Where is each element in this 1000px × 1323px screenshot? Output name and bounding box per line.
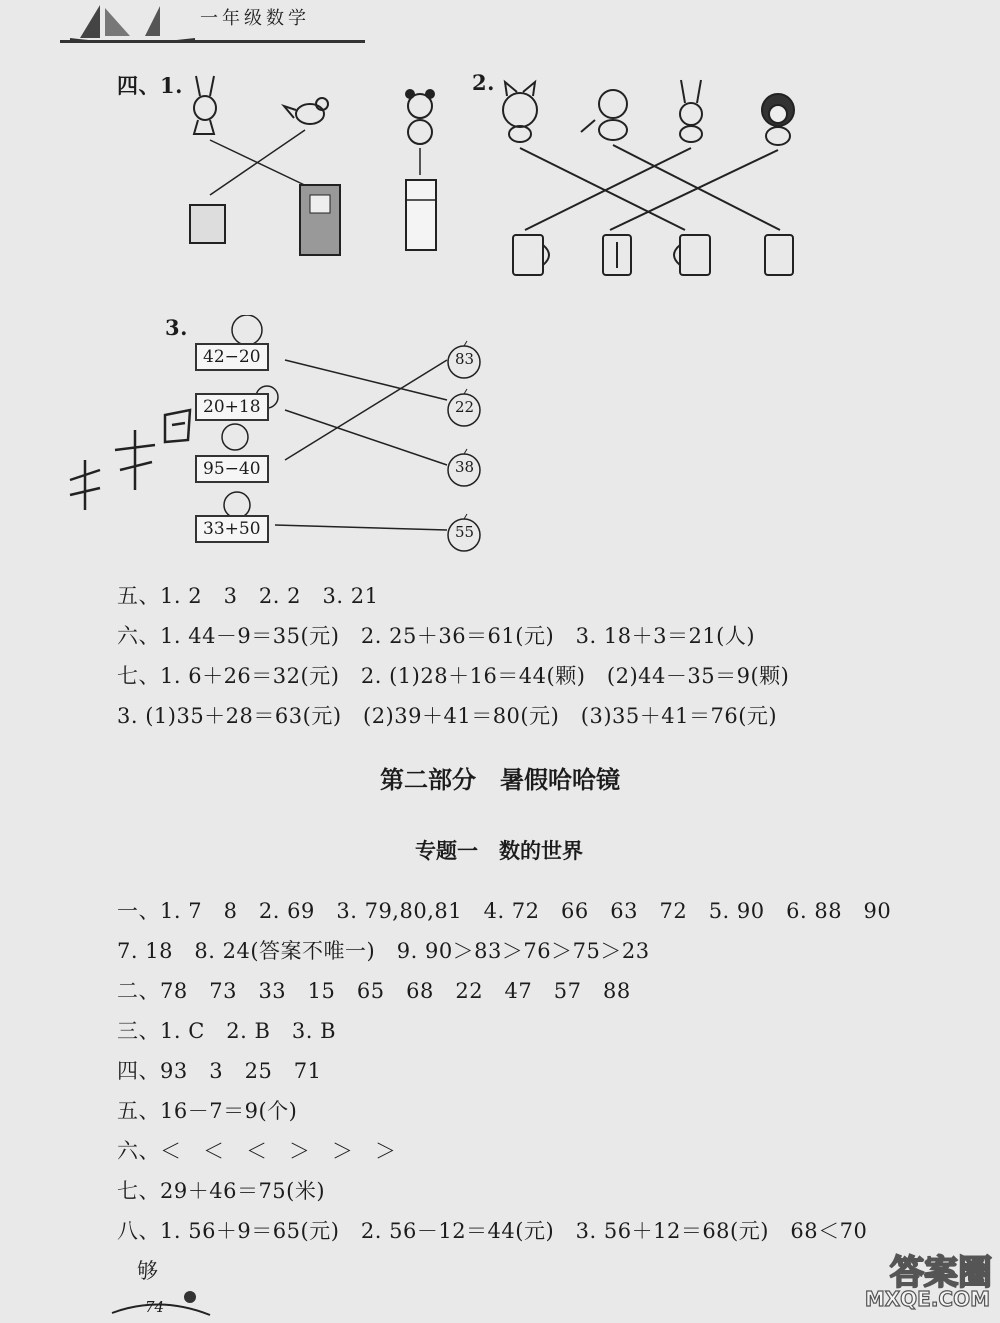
apple-number: 83 xyxy=(455,350,475,368)
watermark-bottom: MXQE.COM xyxy=(864,1287,990,1311)
monkey-icon xyxy=(762,94,794,145)
answer-line: 二、78 73 33 15 65 68 22 47 57 88 xyxy=(117,979,631,1003)
panda-icon xyxy=(406,90,434,144)
expression-card: 33+50 xyxy=(195,515,269,543)
answer-line: 三、1. C 2. B 3. B xyxy=(117,1019,337,1043)
header-rule xyxy=(60,40,365,43)
answer-line: 六、1. 44－9＝35(元) 2. 25＋36＝61(元) 3. 18＋3＝21(人) xyxy=(117,624,756,648)
answer-line: 八、1. 56＋9＝65(元) 2. 56－12＝44(元) 3. 56＋12＝68(元) 68＜70 xyxy=(117,1219,868,1243)
answer-line: 六、＜ ＜ ＜ ＞ ＞ ＞ xyxy=(117,1139,397,1163)
small-box-icon xyxy=(190,205,225,243)
q4-1-label: 四、1. xyxy=(117,73,183,98)
expression-card: 95−40 xyxy=(195,455,269,483)
watermark-logo xyxy=(832,1245,992,1315)
q4-2-label: 2. xyxy=(472,70,495,95)
apple-number: 22 xyxy=(455,398,475,416)
matching-figure-1 xyxy=(180,70,470,265)
page-number: 74 xyxy=(145,1298,165,1316)
bird-icon xyxy=(284,98,328,124)
answer-line: 四、93 3 25 71 xyxy=(117,1059,322,1083)
sailboat-icon xyxy=(60,0,200,45)
topic-title: 专题一 数的世界 xyxy=(415,838,583,863)
cup-icon xyxy=(674,235,710,275)
answer-line: 3. (1)35＋28＝63(元) (2)39＋41＝80(元) (3)35＋41＝76(元) xyxy=(117,704,778,728)
bunny-icon xyxy=(680,80,702,142)
cat-icon xyxy=(503,82,537,142)
q4-3-label: 3. xyxy=(165,315,188,340)
matching-figure-2 xyxy=(495,70,815,290)
fridge-icon xyxy=(406,180,436,250)
answer-line: 七、29＋46＝75(米) xyxy=(117,1179,326,1203)
watermark-top: 答案圈 xyxy=(890,1253,992,1293)
expression-card: 20+18 xyxy=(195,393,269,421)
answer-line: 五、1. 2 3 2. 2 3. 21 xyxy=(117,584,379,608)
footer-ornament xyxy=(110,1285,220,1323)
cup-icon xyxy=(603,235,631,275)
cup-icon xyxy=(513,235,549,275)
header-title: 一年级数学 xyxy=(200,8,310,29)
answer-line: 七、1. 6＋26＝32(元) 2. (1)28＋16＝44(颗) (2)44－35＝9(颗) xyxy=(117,664,790,688)
answer-line: 7. 18 8. 24(答案不唯一) 9. 90＞83＞76＞75＞23 xyxy=(117,939,650,963)
rabbit-icon xyxy=(194,76,216,134)
answer-line: 五、16－7＝9(个) xyxy=(117,1099,298,1123)
answer-line: 够 xyxy=(137,1259,159,1283)
expression-card: 42−20 xyxy=(195,343,269,371)
handwriting-scribble xyxy=(60,400,200,520)
cup-icon xyxy=(765,235,793,275)
apple-number: 55 xyxy=(455,523,475,541)
answer-line: 一、1. 7 8 2. 69 3. 79,80,81 4. 72 66 63 72 5. 90 6. 88 90 xyxy=(117,899,892,923)
part-title: 第二部分 暑假哈哈镜 xyxy=(380,765,620,794)
fox-icon xyxy=(581,90,627,140)
apple-number: 38 xyxy=(455,458,475,476)
